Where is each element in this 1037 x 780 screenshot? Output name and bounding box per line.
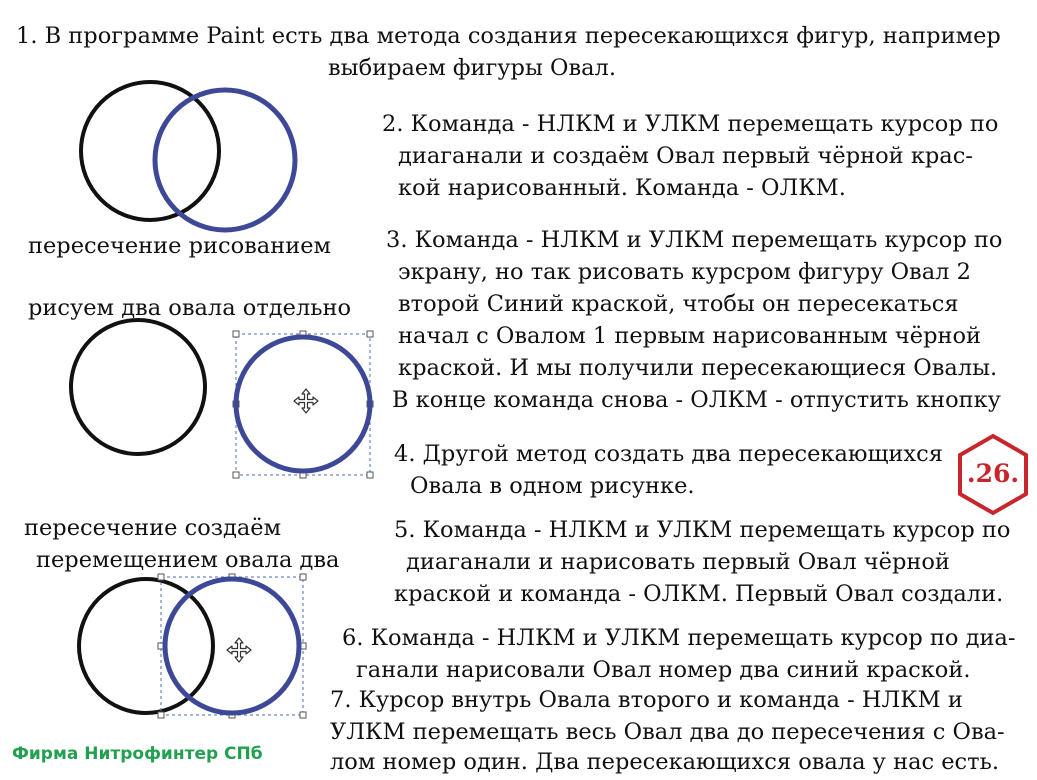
step-7-line-3: лом номер один. Два пересекающихся овала у нас есть. (330, 749, 1000, 775)
step-1-line-1: 1. В программе Paint есть два метода создания пересекающихся фигур, например (16, 23, 1001, 49)
brand-label: Фирма Нитрофинтер СПб (12, 744, 263, 764)
step-4-line-1: 4. Другой метод создать два пересекающихся (394, 441, 943, 467)
caption-intersection-moving-2: перемещением овала два (36, 547, 340, 573)
step-6-line-1: 6. Команда - НЛКМ и УЛКМ перемещать курсор по диа- (342, 625, 1016, 651)
step-2-line-1: 2. Команда - НЛКМ и УЛКМ перемещать курсор по (382, 111, 999, 137)
step-5-line-3: краской и команда - ОЛКМ. Первый Овал создали. (394, 581, 1004, 607)
blue-oval (236, 337, 370, 471)
step-7-line-2: УЛКМ перемещать весь Овал два до пересечения с Ова- (330, 719, 1005, 745)
step-3-line-2: экрану, но так рисовать курсром фигуру Овал 2 (398, 259, 971, 285)
step-6-line-2: ганали нарисовали Овал номер два синий краской. (356, 657, 971, 683)
move-cursor-icon (227, 638, 251, 662)
caption-intersection-moving-1: пересечение создаём (24, 515, 282, 541)
step-3-line-1: 3. Команда - НЛКМ и УЛКМ перемещать курсор по (386, 227, 1003, 253)
step-4-line-2: Овала в одном рисунке. (410, 473, 695, 499)
step-5-line-2: диаганали и нарисовать первый Овал чёрной (406, 549, 950, 575)
step-7-line-1: 7. Курсор внутрь Овала второго и команда - НЛКМ и (330, 687, 963, 713)
selection-handles (233, 331, 373, 478)
caption-draw-separately: рисуем два овала отдельно (28, 295, 352, 321)
figure-separate-ovals (71, 320, 373, 478)
blue-oval (155, 90, 295, 230)
step-3-line-3: второй Синий краской, чтобы он пересекаться (398, 291, 959, 317)
step-3-line-6: В конце команда снова - ОЛКМ - отпустить кнопку (392, 387, 1001, 413)
move-cursor-icon (294, 389, 318, 413)
page-number-badge: .26. (966, 459, 1020, 488)
black-oval (79, 579, 213, 713)
step-1-line-2: выбираем фигуры Овал. (328, 55, 616, 81)
black-oval (81, 82, 219, 220)
figure-intersection-drawing (81, 82, 295, 230)
step-3-line-5: краской. И мы получили пересекающиеся Овалы. (398, 355, 998, 381)
black-oval (71, 320, 205, 454)
step-5-line-1: 5. Команда - НЛКМ и УЛКМ перемещать курсор по (394, 517, 1011, 543)
step-3-line-4: начал с Овалом 1 первым нарисованным чёрной (398, 323, 982, 349)
figure-intersection-moving (79, 574, 306, 718)
step-2-line-2: диаганали и создаём Овал первый чёрной крас- (398, 143, 973, 169)
step-2-line-3: кой нарисованный. Команда - ОЛКМ. (398, 175, 846, 201)
caption-intersection-drawing: пересечение рисованием (28, 233, 332, 259)
